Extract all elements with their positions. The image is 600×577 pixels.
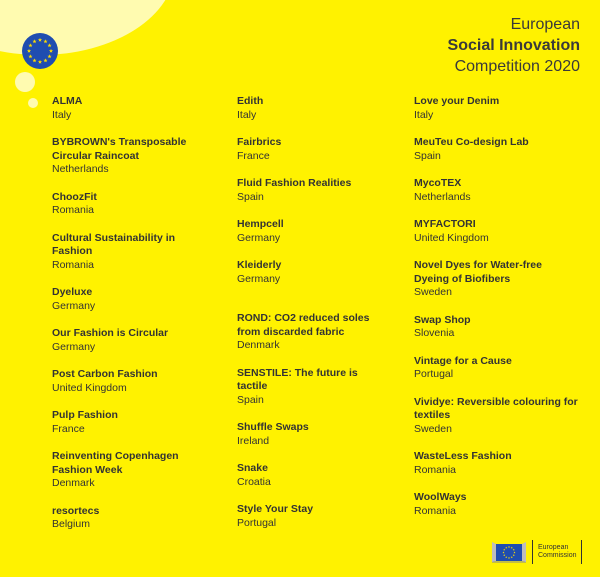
finalist-name: ChoozFit xyxy=(52,190,97,203)
finalist-entry xyxy=(237,462,387,489)
finalist-entry xyxy=(414,396,579,437)
finalist-name: Hempcell xyxy=(237,218,284,230)
ec-logo-line-1: European xyxy=(538,544,569,551)
finalist-entry xyxy=(414,491,579,518)
finalist-name: Style Your Stay xyxy=(237,503,314,515)
finalist-name: Vintage for a Cause xyxy=(414,354,512,367)
finalist-name: MeuTeu Co-design Lab xyxy=(414,136,529,148)
ec-logo-divider-right xyxy=(581,540,582,564)
finalist-country: Netherlands xyxy=(414,190,471,203)
finalist-country: Romania xyxy=(414,463,457,476)
finalist-country: Denmark xyxy=(237,339,280,351)
finalist-entry xyxy=(52,368,212,395)
finalist-country: Sweden xyxy=(414,286,452,298)
finalist-name: MYFACTORI xyxy=(414,218,476,230)
finalist-entry xyxy=(414,314,579,341)
finalist-country: France xyxy=(52,422,85,435)
finalist-entry xyxy=(52,327,212,354)
finalist-country: Romania xyxy=(414,504,457,517)
decorative-bubble-small xyxy=(15,72,35,92)
finalist-name: Edith xyxy=(237,95,264,107)
finalist-name: Post Carbon Fashion xyxy=(52,368,158,380)
finalist-country: Italy xyxy=(414,108,434,121)
finalist-country: Portugal xyxy=(237,516,277,529)
ec-logo-text xyxy=(538,544,577,560)
finalist-name: ROND: CO2 reduced soles from discarded fabric xyxy=(237,312,370,338)
finalist-entry xyxy=(414,259,579,300)
finalist-name: Kleiderly xyxy=(237,259,282,271)
finalist-country: Spain xyxy=(414,149,441,162)
title-line-3: Competition 2020 xyxy=(454,58,580,75)
finalist-country: Spain xyxy=(237,190,264,203)
eu-flag-icon xyxy=(22,33,58,69)
finalist-entry xyxy=(237,218,387,245)
finalist-country: France xyxy=(237,149,270,162)
finalist-country: Germany xyxy=(237,272,281,285)
finalist-entry xyxy=(52,136,212,177)
finalist-entry xyxy=(414,218,579,245)
finalist-entry xyxy=(414,136,579,163)
finalist-entry xyxy=(52,450,212,491)
finalist-entry xyxy=(414,450,579,477)
finalist-country: Slovenia xyxy=(414,327,455,339)
finalist-name: Love your Denim xyxy=(414,95,500,107)
finalist-country: Germany xyxy=(52,340,96,353)
decorative-bubble-tiny xyxy=(28,98,38,108)
finalist-entry xyxy=(52,95,212,122)
finalist-country: Spain xyxy=(237,393,264,406)
ec-building-icon xyxy=(490,540,528,564)
finalist-country: Denmark xyxy=(52,477,95,489)
finalist-name: Novel Dyes for Water-free Dyeing of Biofibers xyxy=(414,259,542,285)
finalists-column-1 xyxy=(52,95,212,546)
title-line-1: European xyxy=(510,16,580,33)
finalist-country: Netherlands xyxy=(52,163,109,175)
finalist-name: Swap Shop xyxy=(414,313,471,326)
finalist-entry xyxy=(52,232,212,273)
finalist-entry xyxy=(414,177,579,204)
finalist-entry xyxy=(237,177,387,204)
finalist-entry xyxy=(237,367,387,408)
finalist-name: Pulp Fashion xyxy=(52,409,118,421)
finalist-country: Italy xyxy=(52,108,72,121)
finalist-entry xyxy=(52,505,212,532)
finalist-entry xyxy=(237,136,387,163)
finalist-country: Croatia xyxy=(237,475,271,488)
finalists-column-3 xyxy=(414,95,579,532)
finalist-entry xyxy=(237,421,387,448)
finalist-name: Fluid Fashion Realities xyxy=(237,177,352,189)
finalist-entry xyxy=(237,503,387,530)
finalist-entry xyxy=(414,355,579,382)
finalist-name: Our Fashion is Circular xyxy=(52,327,169,339)
european-commission-logo xyxy=(490,540,582,564)
finalist-entry xyxy=(414,95,579,122)
finalist-country: Italy xyxy=(237,108,257,121)
finalist-entry xyxy=(52,286,212,313)
ec-logo-line-2: Commission xyxy=(538,552,577,559)
finalist-name: BYBROWN's Transposable Circular Raincoat xyxy=(52,136,187,162)
finalist-country: United Kingdom xyxy=(414,231,489,244)
finalist-name: SENSTILE: The future is tactile xyxy=(237,366,358,392)
finalist-country: Belgium xyxy=(52,518,90,530)
finalist-name: WasteLess Fashion xyxy=(414,450,512,462)
finalist-country: Ireland xyxy=(237,434,270,447)
finalist-name: resortecs xyxy=(52,504,100,517)
finalist-name: MycoTEX xyxy=(414,177,462,189)
finalists-column-2 xyxy=(237,95,387,544)
finalist-name: WoolWays xyxy=(414,491,467,503)
finalist-name: Fairbrics xyxy=(237,136,282,148)
finalist-entry xyxy=(237,312,387,353)
finalist-country: Sweden xyxy=(414,422,452,435)
finalist-country: Germany xyxy=(52,299,96,312)
ec-logo-divider xyxy=(532,540,533,564)
finalist-country: Germany xyxy=(237,231,281,244)
finalist-country: United Kingdom xyxy=(52,381,127,394)
finalist-entry xyxy=(52,191,212,218)
finalist-country: Romania xyxy=(52,204,95,216)
finalist-name: Cultural Sustainability in Fashion xyxy=(52,231,176,257)
finalist-name: Dyeluxe xyxy=(52,286,93,298)
finalist-name: Reinventing Copenhagen Fashion Week xyxy=(52,450,179,476)
finalist-name: Snake xyxy=(237,462,268,474)
finalist-entry xyxy=(52,409,212,436)
finalist-country: Romania xyxy=(52,258,95,271)
finalist-entry xyxy=(237,95,387,122)
finalist-entry xyxy=(237,259,387,286)
finalist-name: Shuffle Swaps xyxy=(237,421,309,433)
finalist-name: Vividye: Reversible colouring for textiles xyxy=(414,395,578,421)
title-line-2: Social Innovation xyxy=(447,37,580,54)
finalist-country: Portugal xyxy=(414,368,454,380)
competition-title xyxy=(448,14,580,77)
finalist-name: ALMA xyxy=(52,95,83,107)
